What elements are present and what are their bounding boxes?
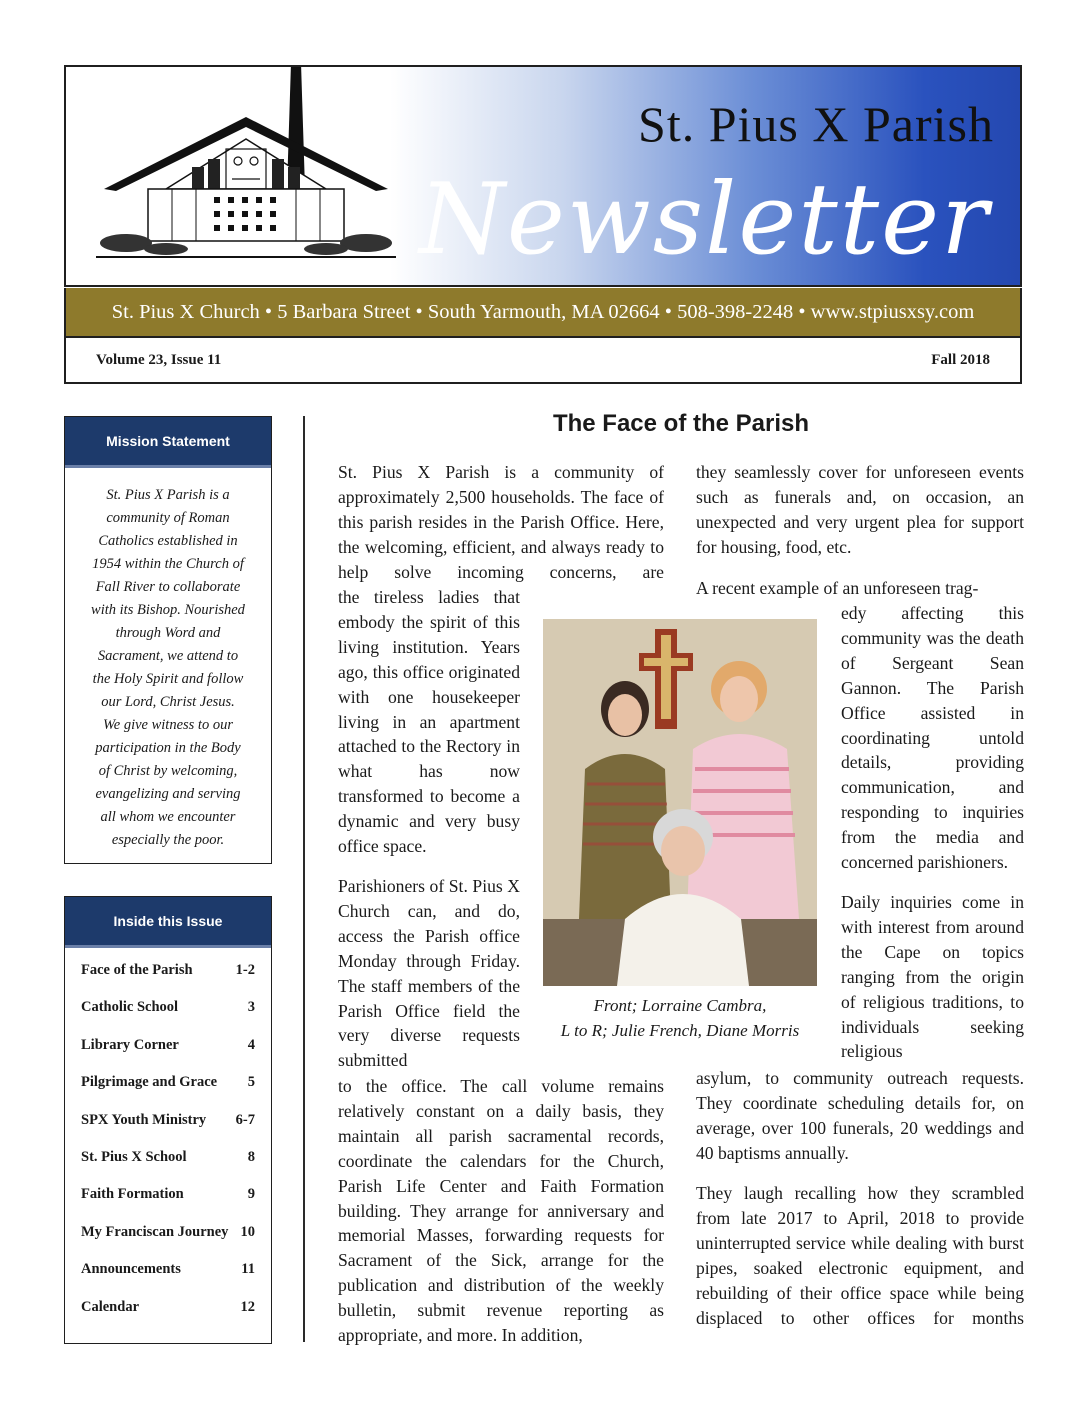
newsletter-script-title: Newsletter	[419, 163, 990, 277]
mission-line: especially the poor.	[111, 832, 225, 848]
toc-list	[65, 948, 271, 1334]
mission-line: our Lord, Christ Jesus.	[101, 694, 235, 710]
article-paragraph: edy affecting this community was the death of Sergeant Sean Gannon. The Parish Office assisted in coordinating untold details, providing communication, and responding to inquiries from the media and concerned parishioners.	[841, 603, 1024, 873]
toc-item[interactable]: Faith Formation 9	[81, 1186, 255, 1203]
issue-season: Fall 2018	[931, 352, 990, 368]
toc-item[interactable]: Library Corner 4	[81, 1036, 255, 1053]
toc-item[interactable]: St. Pius X School 8	[81, 1148, 255, 1165]
toc-item[interactable]: Face of the Parish 1-2	[81, 962, 255, 978]
column-divider	[303, 416, 305, 1342]
article-title: The Face of the Parish	[552, 410, 810, 437]
article-paragraph: they seamlessly cover for unforeseen events such as funerals and, on occasion, an unexpected and very urgent plea for support for housing, food, etc.	[696, 462, 1024, 557]
staff-photo-image	[543, 619, 817, 986]
mission-line: the Holy Spirit and follow	[92, 671, 244, 687]
volume-issue: Volume 23, Issue 11	[96, 352, 222, 368]
toc-item[interactable]: My Franciscan Journey 10	[81, 1223, 255, 1240]
mission-line: community of Roman	[106, 510, 230, 526]
article-paragraph: Daily inquiries come in with interest from around the Cape on topics ranging from the origin of religious traditions, to individuals seeking religious	[841, 892, 1024, 1062]
inside-this-issue-heading: Inside this Issue	[65, 897, 271, 948]
mission-line: We give witness to our	[103, 717, 233, 733]
mission-line: with its Bishop. Nourished	[91, 602, 245, 618]
mission-line: participation in the Body	[95, 740, 241, 756]
toc-item[interactable]: Catholic School 3	[81, 999, 255, 1016]
newsletter-title: St. Pius X Parish	[638, 96, 994, 152]
article-paragraph: Parishioners of St. Pius X Church can, and do, access the Parish office Monday through Friday. The staff members of the Parish Office field the very diverse requests submitted	[338, 876, 520, 1071]
contact-info-bar: St. Pius X Church • 5 Barbara Street • South Yarmouth, MA 02664 • 508-398-2248 • www.stpiusxsy.com	[64, 288, 1022, 336]
toc-item[interactable]: Announcements 11	[81, 1261, 255, 1278]
masthead	[64, 65, 1022, 287]
caption-line: L to R; Julie French, Diane Morris	[560, 1021, 800, 1040]
mission-line: all whom we encounter	[100, 809, 236, 825]
article-paragraph: asylum, to community outreach requests. They coordinate scheduling details for, on average, over 100 funerals, 20 weddings and 40 baptisms annually.	[696, 1068, 1024, 1163]
mission-line: of Christ by welcoming,	[98, 763, 238, 779]
mission-line: evangelizing and serving	[95, 786, 241, 802]
mission-line: Fall River to collaborate	[95, 579, 241, 595]
issue-row	[64, 336, 1022, 384]
caption-line: Front; Lorraine Cambra,	[593, 996, 767, 1015]
article-paragraph: A recent example of an unforeseen trag-	[696, 578, 979, 598]
mission-line: Sacrament, we attend to	[97, 648, 239, 664]
toc-item[interactable]: SPX Youth Ministry 6-7	[81, 1111, 255, 1128]
inside-this-issue-box	[64, 896, 272, 1344]
staff-photo	[543, 619, 817, 986]
article-paragraph: to the office. The call volume remains relatively constant on a daily basis, they maintain all parish sacramental records, coordinate the calendars for the Church, Parish Life Center and Faith Formation building. They arrange for anniversary and memorial Masses, forwarding requests for Sacrament of the Sick, arrange for the publication and distribution of the weekly bulletin, submit revenue reporting as appropriate, and more. In addition,	[338, 1076, 664, 1346]
mission-statement-text	[65, 468, 271, 852]
mission-line: 1954 within the Church of	[92, 556, 244, 572]
article-paragraph: the tireless ladies that embody the spirit of this living institution. Years ago, this office originated with one housekeeper living in an apartment attached to the Rectory in what has now transformed to become a dynamic and very busy office space.	[338, 587, 520, 857]
mission-statement-heading: Mission Statement	[65, 417, 271, 468]
toc-item[interactable]: Pilgrimage and Grace 5	[81, 1074, 255, 1091]
mission-line: through Word and	[115, 625, 221, 641]
article-paragraph: They laugh recalling how they scrambled from late 2017 to April, 2018 to provide uninterrupted service while dealing with burst pipes, soaked electronic equipment, and rebuilding of their office space while being displaced to other offices for months	[696, 1183, 1024, 1328]
article-paragraph: St. Pius X Parish is a community of approximately 2,500 households. The face of this parish resides in the Parish Office. Here, the welcoming, efficient, and always ready to help solve incoming concerns, are	[338, 462, 664, 582]
photo-caption	[530, 993, 830, 1043]
toc-item[interactable]: Calendar 12	[81, 1298, 255, 1315]
mission-line: Catholics established in	[98, 533, 238, 549]
mission-line: St. Pius X Parish is a	[106, 487, 230, 503]
mission-statement-box	[64, 416, 272, 864]
